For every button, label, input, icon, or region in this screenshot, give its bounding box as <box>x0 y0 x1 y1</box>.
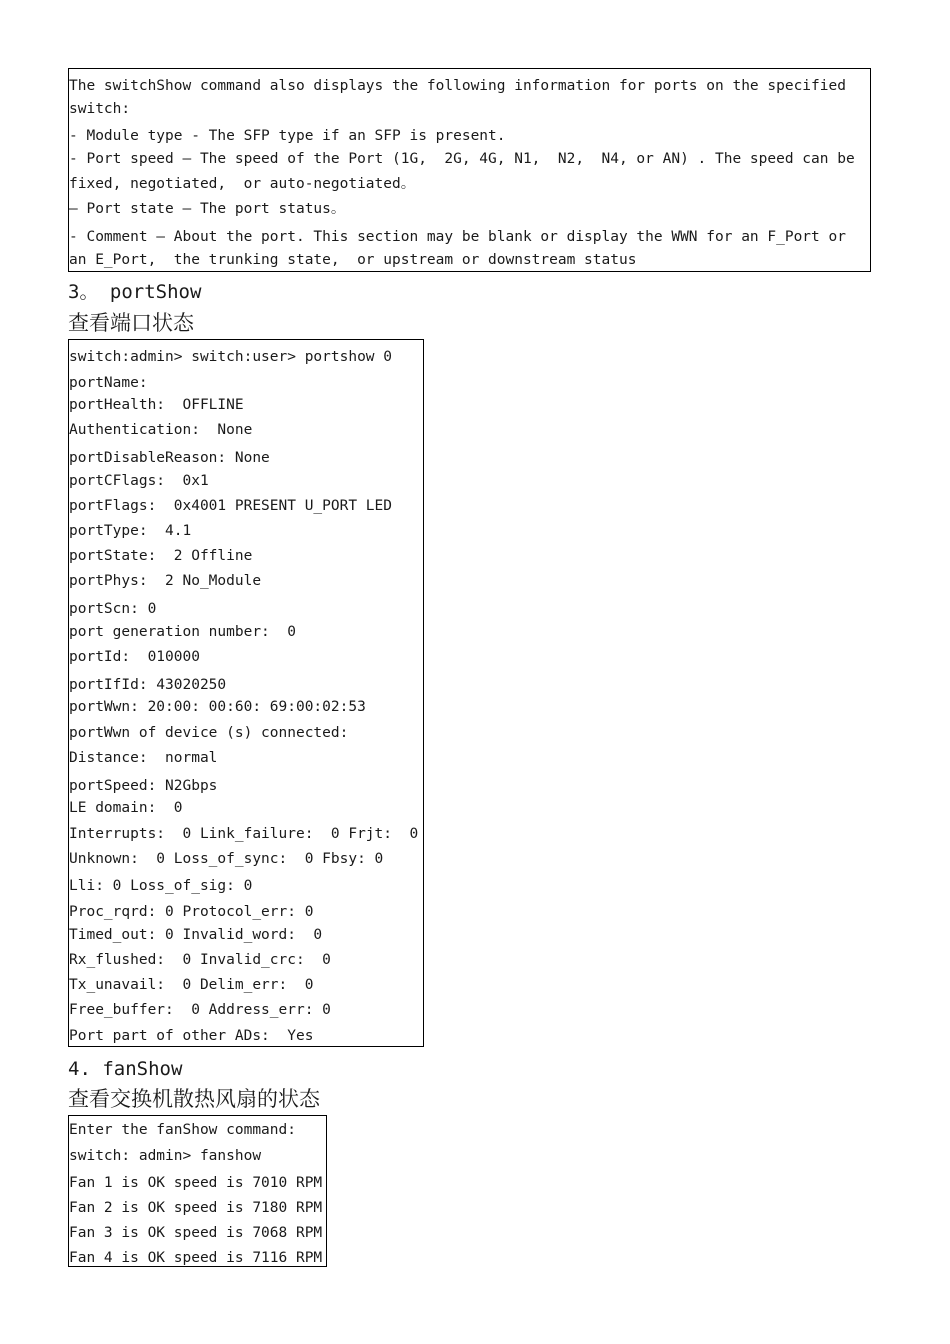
section3-subtitle: 查看端口状态 <box>68 311 194 335</box>
portshow-line: portState: 2 Offline <box>69 548 253 564</box>
portshow-line: Authentication: None <box>69 422 253 438</box>
fanshow-line: Fan 4 is OK speed is 7116 RPM <box>69 1250 323 1266</box>
portshow-line: Rx_flushed: 0 Invalid_crc: 0 <box>69 952 331 968</box>
intro-line: — Port state — The port status。 <box>69 201 346 217</box>
portshow-line: portScn: 0 <box>69 601 157 617</box>
intro-line: - Comment — About the port. This section may be blank or display the WWN for an F_Port or <box>69 229 846 245</box>
section4-subtitle: 查看交换机散热风扇的状态 <box>68 1087 320 1111</box>
portshow-line: portWwn of device (s) connected: <box>69 725 349 741</box>
portshow-line: portSpeed: N2Gbps <box>69 778 218 794</box>
intro-box <box>68 68 871 272</box>
portshow-line: Lli: 0 Loss_of_sig: 0 <box>69 878 253 894</box>
portshow-line: Proc_rqrd: 0 Protocol_err: 0 <box>69 904 314 920</box>
portshow-line: Port part of other ADs: Yes <box>69 1028 314 1044</box>
intro-line: The switchShow command also displays the following information for ports on the specified <box>69 78 846 94</box>
portshow-line: portWwn: 20:00: 00:60: 69:00:02:53 <box>69 699 366 715</box>
portshow-line: switch:admin> switch:user> portshow 0 <box>69 349 393 365</box>
intro-line: switch: <box>69 101 131 117</box>
intro-line: fixed, negotiated, or auto-negotiated。 <box>69 176 416 192</box>
portshow-line: portCFlags: 0x1 <box>69 473 209 489</box>
portshow-line: port generation number: 0 <box>69 624 296 640</box>
portshow-line: portFlags: 0x4001 PRESENT U_PORT LED <box>69 498 393 514</box>
section4-title: 4. fanShow <box>68 1058 183 1080</box>
portshow-line: portPhys: 2 No_Module <box>69 573 262 589</box>
portshow-line: portDisableReason: None <box>69 450 270 466</box>
portshow-line: Distance: normal <box>69 750 218 766</box>
fanshow-line: switch: admin> fanshow <box>69 1148 262 1164</box>
fanshow-line: Fan 2 is OK speed is 7180 RPM <box>69 1200 323 1216</box>
fanshow-line: Enter the fanShow command: <box>69 1122 296 1138</box>
fanshow-line: Fan 1 is OK speed is 7010 RPM <box>69 1175 323 1191</box>
portshow-line: Timed_out: 0 Invalid_word: 0 <box>69 927 323 943</box>
portshow-line: Unknown: 0 Loss_of_sync: 0 Fbsy: 0 <box>69 851 384 867</box>
portshow-line: LE domain: 0 <box>69 800 183 816</box>
portshow-line: portType: 4.1 <box>69 523 192 539</box>
intro-line: - Module type - The SFP type if an SFP is present. <box>69 128 506 144</box>
fanshow-box <box>68 1115 327 1267</box>
portshow-line: portIfId: 43020250 <box>69 677 227 693</box>
portshow-line: portName: <box>69 375 148 391</box>
portshow-line: portId: 010000 <box>69 649 200 665</box>
intro-line: - Port speed — The speed of the Port (1G, 2G, 4G, N1, N2, N4, or AN) . The speed can be <box>69 151 855 167</box>
portshow-line: Free_buffer: 0 Address_err: 0 <box>69 1002 331 1018</box>
portshow-box <box>68 339 424 1047</box>
fanshow-line: Fan 3 is OK speed is 7068 RPM <box>69 1225 323 1241</box>
portshow-line: Tx_unavail: 0 Delim_err: 0 <box>69 977 314 993</box>
portshow-line: portHealth: OFFLINE <box>69 397 244 413</box>
intro-line: an E_Port, the trunking state, or upstream or downstream status <box>69 252 637 268</box>
portshow-line: Interrupts: 0 Link_failure: 0 Frjt: 0 <box>69 826 419 842</box>
section3-title: 3。 portShow <box>68 281 202 303</box>
